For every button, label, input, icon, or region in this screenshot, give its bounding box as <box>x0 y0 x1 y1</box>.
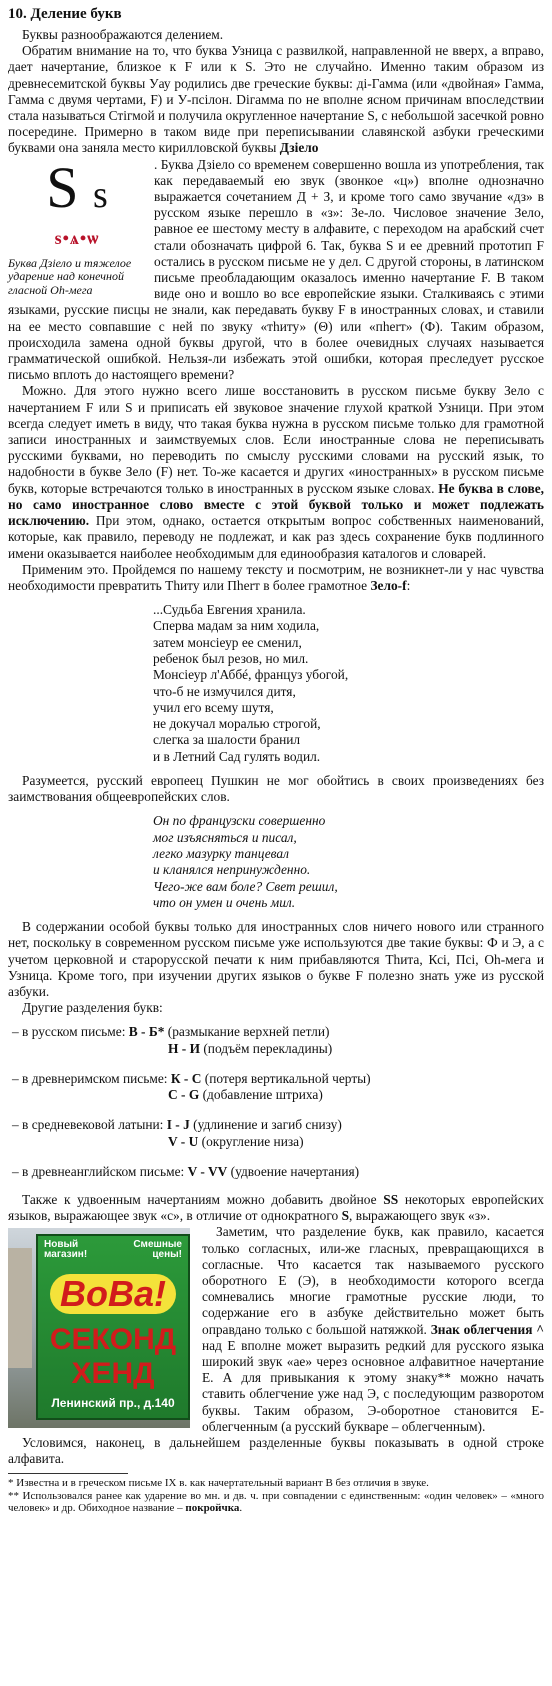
paragraph-8-b: некоторых европейских языков, выражающее звук «с», в отличие от однократного <box>8 1191 545 1224</box>
poem-quote-2 <box>153 813 544 911</box>
lightening-sign-term: Знак облегчения ^ <box>430 1321 545 1337</box>
paragraph-2-text: Обратим внимание на то, что буква Узница с развилкой, направленной не вверх, а вправо, дает начертание, близкое к F или к S. Это не случайно. Именно таким образом из древнесемитской буквы Уау родились две греческие буквы: ді-Гамма (или «двойная» Гамма, Гамма с двумя чертами, F) и У-псілон. Dігамма по не вполне ясном причинам впоследствии стала называться Стігмой и получила округленное начертание S, с небольшой засечкой ровно посередине. Примерно в таком виде при переписывании славянской азбуки греческими буквами она заняла место кирилловской буквы <box>8 43 544 156</box>
paragraph-8-c: , выражающего звук «з». <box>349 1208 491 1224</box>
poem-line: слегка за шалости бранил <box>153 732 301 748</box>
poem-line: учил его всему шутя, <box>153 699 274 715</box>
sign-line-1: СЕКОНД <box>49 1323 177 1357</box>
rule-letter-pair: К - С <box>170 1070 202 1086</box>
second-hand-shop-photo <box>8 1228 190 1428</box>
paragraph-3 <box>8 383 544 561</box>
poem-line: что он умен и очень мил. <box>153 894 296 910</box>
sign-address: Ленинский пр., д.140 <box>51 1396 175 1411</box>
paragraph-4 <box>8 562 544 594</box>
footnote-2-bold: покройчка <box>185 1502 240 1515</box>
shop-sign <box>36 1234 190 1420</box>
paragraph-5: Разумеется, русский европеец Пушкин не мог обойтись в своих произведениях без заимствования общеевропейских слов. <box>8 773 544 805</box>
rule-lead: – в средневековой латыни: <box>12 1117 167 1133</box>
poem-line: что-б не измучился дитя, <box>153 683 296 699</box>
paragraph-8 <box>8 1192 544 1224</box>
rule-letter-pair: С - G <box>168 1087 200 1103</box>
paragraph-2 <box>8 43 544 156</box>
rule-lead: – в древнеримском письме: <box>12 1070 171 1086</box>
division-rule <box>8 1164 544 1180</box>
rule-letter-pair: Н - И <box>168 1040 200 1056</box>
rule-letter-pair: V - U <box>168 1133 199 1149</box>
rule-description: (потеря вертикальной черты) <box>201 1070 371 1086</box>
paragraph-4-text: Применим это. Пройдемся по нашему тексту и посмотрим, не возникнет-ли у нас чувства необходимости превратить Тhиту или Пherт в более грамотное <box>8 561 544 593</box>
glyph-small: s <box>92 173 108 216</box>
dzelo-term: Дзіело <box>279 140 319 156</box>
division-rule <box>8 1071 544 1087</box>
dzelo-figure <box>8 154 146 298</box>
poem-line: не докучал моралью строгой, <box>153 716 321 732</box>
rule-description: (размыкание верхней петли) <box>164 1024 330 1040</box>
division-rule <box>8 1041 544 1057</box>
poem-quote-1 <box>153 602 544 765</box>
poem-line: Чего-же вам боле? Свет решил, <box>153 878 338 894</box>
paragraph-3-tail: При этом, однако, остается открытым вопрос собственных наименований, которые, как правило, переводу не подлежат, и как раз здесь сохранение букв подлинного имени оказывается наиболее необходимым для единообразия каталогов и словарей. <box>8 513 544 561</box>
footnote-1: * Известна и в греческом письме IX в. как начертательный вариант В без отличия в звуке. <box>8 1477 429 1490</box>
rule-letter-pair: В - Б* <box>128 1024 165 1040</box>
footnote-2 <box>8 1490 544 1515</box>
division-rule <box>8 1024 544 1040</box>
poem-line: легко мазурку танцевал <box>153 846 289 862</box>
section-title: 10. Деление букв <box>8 6 122 22</box>
poem-line: и в Летний Сад гулять водил. <box>153 748 321 764</box>
sign-new-shop: Новый магазин! <box>44 1239 88 1261</box>
poem-line: Он по французски совершенно <box>153 813 326 829</box>
paragraph-4-end: : <box>406 577 411 593</box>
single-s: S <box>341 1208 350 1224</box>
poem-line: ...Судьба Евгения хранила. <box>153 602 306 618</box>
paragraph-8-a: Также к удвоенным начертаниям можно добавить двойное <box>22 1191 377 1207</box>
rule-lead: – в древнеанглийском письме: <box>12 1163 188 1179</box>
glyph-capital: S <box>46 154 79 220</box>
paragraph-10: Условимся, наконец, в дальнейшем разделенные буквы показывать в одной строке алфавита. <box>8 1434 544 1467</box>
dzelo-name: s•ѧ•ѡ <box>54 227 100 248</box>
double-s: SS <box>383 1191 399 1207</box>
paragraph-9-a: Заметим, что разделение букв, как правило, касается только согласных, или-же гласных, превращающихся в согласные. Что касается так называемого русского оборотного Е (Э), в необходимости которого всегда сомневались многие грамотные русские люди, то содержание его в азбуке действительно может быть оправдано только с большой натяжкой. <box>202 1224 544 1337</box>
building-shape <box>8 1248 32 1368</box>
footnote-2-text: ** Использовался ранее как ударение во мн. и дв. ч. при совпадении с единственным: «один человек» – «много человек» и др. Обиходное название – <box>8 1489 544 1515</box>
letter-division-list <box>8 1024 544 1191</box>
dzelo-glyph <box>8 154 146 224</box>
figure-caption: Буква Дзіело и тяжелое ударение над конечной гласной Оh-мега <box>8 255 132 297</box>
paragraph-9-b: над Е вполне может выразить редкий для русского языка широкий звук «ае» через основное алфавитное начертание Е. А для привыкания к этому знаку** можно начать ставить облегчение уже над Э, с последующим разворотом буквы. Таким образом, Э-оборотное становится Е-облегченным (а русский букваре – облегченным). <box>202 1337 544 1434</box>
division-rule <box>8 1134 544 1150</box>
rule-description: (добавление штриха) <box>199 1087 323 1103</box>
poem-line: затем монсіеур ее сменил, <box>153 634 302 650</box>
paragraph-6: В содержании особой буквы только для иностранных слов ничего нового или странного нет, поскольку в современном русском письме уже используются две такие буквы: Ф и Э, а с учетом церковной и старорусской печати к ним прибавляются Тhита, Ксі, Псі, Оh-мега и Узница. Кроме того, при изучении других языков о букве F полезно знать уже из русской азбуки. <box>8 919 544 1000</box>
sign-brand: ВоВа! <box>50 1274 176 1314</box>
paragraph-1: Буквы разноображаются делением. <box>22 27 224 42</box>
paragraph-7: Другие разделения букв: <box>22 1000 163 1016</box>
sign-line-2: ХЕНД <box>71 1357 155 1391</box>
poem-line: и кланялся непринужденно. <box>153 862 311 878</box>
footnote-divider <box>8 1473 128 1474</box>
rule-letter-pair: V - VV <box>187 1163 228 1179</box>
paragraph-3-bold: Не буква в слове, но само иностранное слово вместе с этой буквой только и может подлежать исключению. <box>8 480 544 529</box>
division-rule <box>8 1117 544 1133</box>
paragraph-3-text: Можно. Для этого нужно всего лише восстановить в русском письме букву Зело с начертанием F или S и приписать ей звуковое значение глухой краткой Узници. При этом всегда следует иметь в виду, что такая буква нужна в русском письме только для грамотной записи иностранных и заимствуемых слов. Если иностранные слова не переписывать русскими буквами, но переводить по смыслу русскими словами на русский язык, то надобности в букве Зело (F) нет. То-же касается и других «иностранных» в русском письме букв, которые встречаются только в иностранных в русском языке словах. <box>8 383 544 496</box>
rule-description: (удвоение начертания) <box>227 1163 360 1179</box>
footnote-2-end: . <box>239 1502 243 1515</box>
poem-line: мог изъясняться и писал, <box>153 829 297 845</box>
rule-lead: – в русском письме: <box>12 1024 129 1040</box>
sign-funny-prices: Смешные цены! <box>133 1239 182 1261</box>
rule-description: (округление низа) <box>198 1133 304 1149</box>
paragraph-2-tail: . Буква Дзіело со временем совершенно вошла из употребления, так как передаваемый ею звук (звонкое «ц») вполне однозначно выражается сочетанием Д + З, и кроме того само звучание «дз» в русском языке перешло в «з»: Зе-ло. Числовое значение Зело, равное ее шестому месту в алфавите, с переходом на арабский счет стали обозначать цифрой 6. Так, буква S и ее древний прототип F остались в русском письме не у дел. С другой стороны, в латинском письме преобладающим оказалось именно начертание F. В таком виде оно и вошло во все европейские языки. Сталкиваясь с этими языками, русские писцы не знали, как передавать букву F в иностранных словах, и ставили на ее место совпавшие с ней по звуку «тhиту» (Θ) или «пherт» (Ф). Таким образом, происходила замена одной буквы другой, что в более очевидных случаях называется грамматической ошибкой. Нельзя-ли избежать этой ошибки, которая преследует русское письмо вплоть до настоящего времени? <box>8 156 544 383</box>
poem-line: Монсіеур л'Аббé, француз убогой, <box>153 667 349 683</box>
zelo-f-term: Зело-f <box>370 577 407 593</box>
division-rule <box>8 1087 544 1103</box>
document-page <box>8 4 544 1515</box>
poem-line: ребенок был резов, но мил. <box>153 651 309 666</box>
poem-line: Сперва мадам за ним ходила, <box>153 618 320 634</box>
rule-letter-pair: I - J <box>166 1117 190 1133</box>
rule-description: (удлинение и загиб снизу) <box>189 1117 342 1133</box>
rule-description: (подъём перекладины) <box>200 1040 333 1056</box>
